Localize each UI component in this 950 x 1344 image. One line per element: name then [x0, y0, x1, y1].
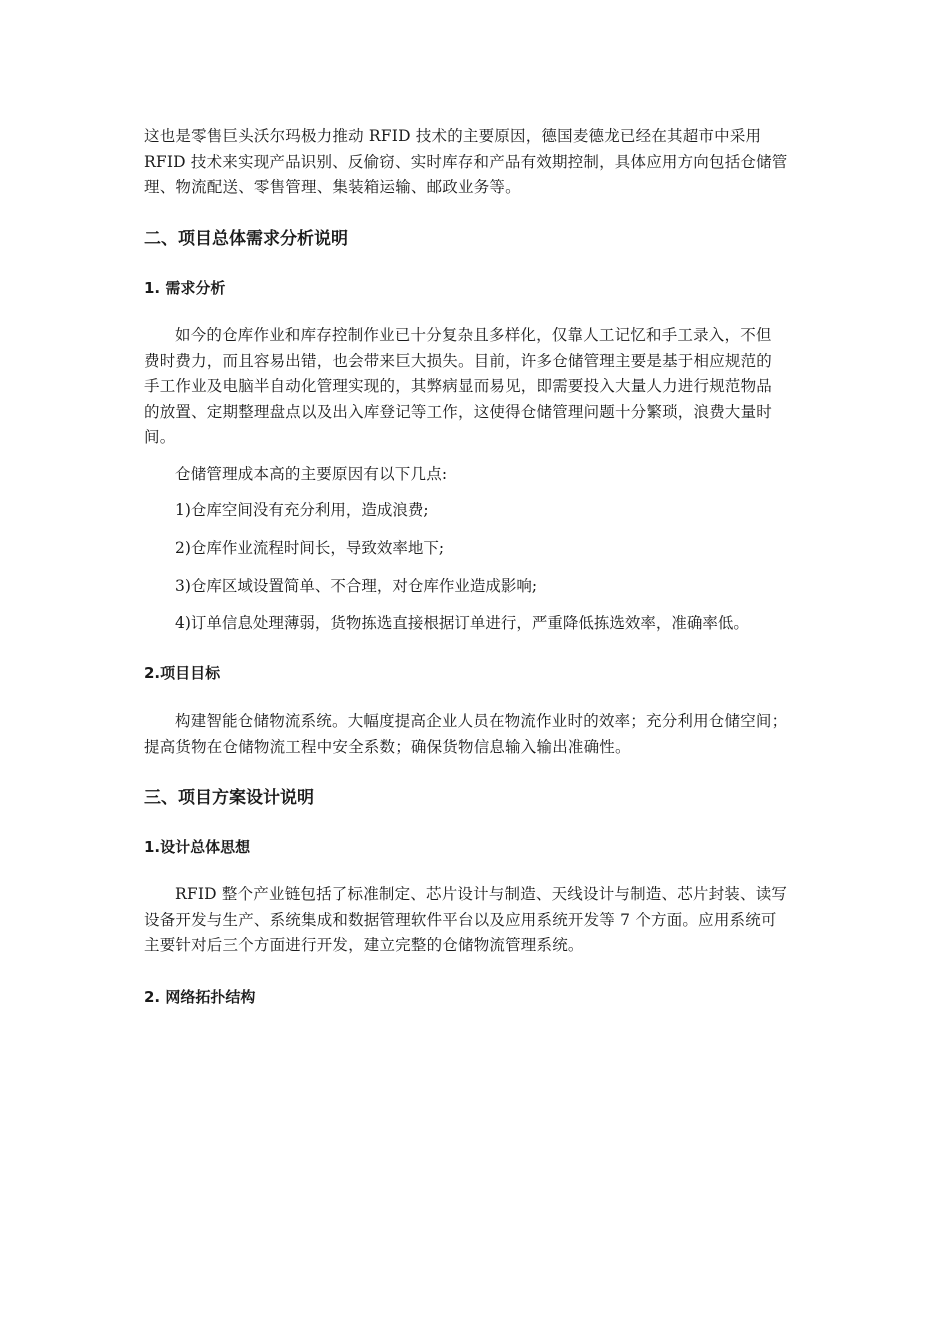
cost-reason-item-3-block: [144, 574, 834, 598]
subsection-2-1-heading-block: [144, 277, 834, 299]
cost-reasons-intro: 仓储管理成本高的主要原因有以下几点:: [175, 465, 448, 483]
design-paragraph: [144, 882, 834, 959]
design-line-3: 主要针对后三个方面进行开发，建立完整的仓储物流管理系统。: [144, 936, 584, 954]
goal-paragraph: [144, 709, 834, 760]
cost-reason-item-1-block: [144, 498, 834, 522]
subsection-3-2-heading: 2. 网络拓扑结构: [144, 988, 256, 1006]
cost-reason-item-4-block: [144, 611, 834, 635]
cost-reason-item-1: 1)仓库空间没有充分利用，造成浪费;: [175, 501, 429, 519]
intro-paragraph: [144, 124, 834, 201]
intro-line-1: 这也是零售巨头沃尔玛极力推动 RFID 技术的主要原因，德国麦德龙已经在其超市中采用: [144, 127, 762, 145]
design-line-2: 设备开发与生产、系统集成和数据管理软件平台以及应用系统开发等 7 个方面。应用系统可: [144, 910, 777, 929]
subsection-3-1-heading-block: [144, 836, 834, 858]
cost-reason-item-3: 3)仓库区域设置简单、不合理，对仓库作业造成影响;: [175, 577, 538, 595]
subsection-2-2-heading: 2.项目目标: [144, 664, 221, 682]
cost-reasons-intro-block: [144, 462, 834, 488]
section-2-heading: 二、项目总体需求分析说明: [144, 229, 348, 249]
requirements-line-3: 手工作业及电脑半自动化管理实现的，其弊病显而易见，即需要投入大量人力进行规范物品: [144, 377, 773, 395]
requirements-line-5: 间。: [144, 428, 176, 446]
section-3-heading-block: [144, 786, 834, 810]
cost-reason-item-2-block: [144, 536, 834, 560]
requirements-paragraph: [144, 323, 834, 451]
subsection-3-1-heading: 1.设计总体思想: [144, 838, 251, 856]
subsection-2-2-heading-block: [144, 662, 834, 684]
requirements-line-2: 费时费力，而且容易出错，也会带来巨大损失。目前，许多仓储管理主要是基于相应规范的: [144, 351, 773, 370]
section-3-heading: 三、项目方案设计说明: [144, 788, 314, 808]
intro-line-3: 理、物流配送、零售管理、集装箱运输、邮政业务等。: [144, 178, 521, 196]
requirements-line-4: 的放置、定期整理盘点以及出入库登记等工作，这使得仓储管理问题十分繁琐，浪费大量时: [144, 402, 773, 421]
goal-line-1: 构建智能仓储物流系统。大幅度提高企业人员在物流作业时的效率；充分利用仓储空间；: [175, 712, 788, 730]
design-line-1: RFID 整个产业链包括了标准制定、芯片设计与制造、天线设计与制造、芯片封装、读写: [175, 885, 788, 903]
subsection-3-2-heading-block: [144, 986, 834, 1008]
subsection-2-1-heading: 1. 需求分析: [144, 279, 226, 297]
intro-line-2: RFID 技术来实现产品识别、反偷窃、实时库存和产品有效期控制，具体应用方向包括仓储管: [144, 152, 788, 171]
cost-reason-item-4: 4)订单信息处理薄弱，货物拣选直接根据订单进行，严重降低拣选效率，准确率低。: [175, 614, 749, 632]
cost-reason-item-2: 2)仓库作业流程时间长，导致效率地下;: [175, 539, 445, 557]
requirements-line-1: 如今的仓库作业和库存控制作业已十分复杂且多样化，仅靠人工记忆和手工录入，不但: [175, 326, 772, 344]
goal-line-2: 提高货物在仓储物流工程中安全系数；确保货物信息输入输出准确性。: [144, 737, 631, 756]
section-2-heading-block: [144, 227, 834, 251]
